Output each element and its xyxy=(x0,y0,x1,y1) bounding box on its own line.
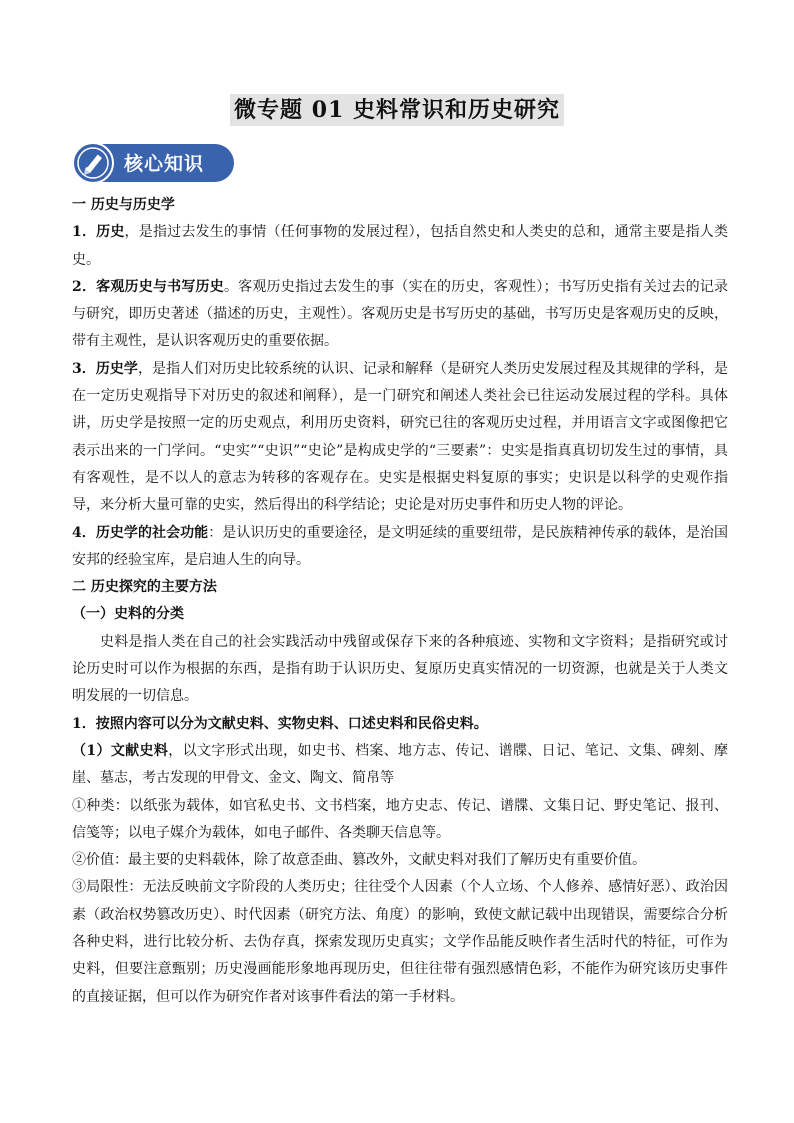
paragraph-limitations: ③局限性：无法反映前文字阶段的人类历史；往往受个人因素（个人立场、个人修养、感情好恶）、政治因素（政治权势篡改历史）、时代因素（研究方法、角度）的影响，致使文献记载中出现错误，需要综合分析各种史料，进行比较分析、去伪存真，探索发现历史真实；文学作品能反映作者生活时代的特征，可作为史料，但要注意甄别；历史漫画能形象地再现历史，但往往带有强烈感情色彩，不能作为研究该历史事件的直接证据，但可以作为研究作者对该事件看法的第一手材料。 xyxy=(72,879,728,1005)
paragraph-text: ，以文字形式出现，如史书、档案、地方志、传记、谱牒、日记、笔记、文集、碑刻、摩崖、墓志，考古发现的甲骨文、金文、陶文、简帛等 xyxy=(72,742,729,787)
paragraph-types: ①种类：以纸张为载体，如官私史书、文书档案，地方史志、传记、谱牒、文集日记、野史笔记、报刊、信笺等；以电子媒介为载体，如电子邮件、各类聊天信息等。 xyxy=(72,797,728,841)
section-heading-1: 一 历史与历史学 xyxy=(72,197,175,213)
term-label: （1）文献史料 xyxy=(72,742,169,759)
paragraph-classification: 1．按照内容可以分为文献史料、实物史料、口述史料和民俗史料。 xyxy=(72,715,488,732)
term-label: 2．客观历史与书写历史 xyxy=(72,278,224,295)
paragraph-historiography xyxy=(72,356,728,520)
paragraph-text: ：是认识历史的重要途径，是文明延续的重要纽带，是民族精神传承的载体，是治国安邦的经验宝库，是启迪人生的向导。 xyxy=(72,524,728,568)
paragraph-history xyxy=(72,219,728,274)
paragraph-objective-written-history xyxy=(72,274,728,356)
pencil-icon xyxy=(72,142,114,184)
paragraph-documentary-material xyxy=(72,738,728,793)
paragraph-text: ，是指过去发生的事情（任何事物的发展过程），包括自然史和人类史的总和，通常主要是指人类史。 xyxy=(72,224,728,268)
page-title: 微专题 01 史料常识和历史研究 xyxy=(230,94,564,126)
banner-label: 核心知识 xyxy=(124,153,205,175)
paragraph-historical-material-definition: 史料是指人类在自己的社会实践活动中残留或保存下来的各种痕迹、实物和文字资料；是指研究或讨论历史时可以作为根据的东西，是指有助于认识历史、复原历史真实情况的一切资源，也就是关于人类文明发展的一切信息。 xyxy=(72,633,728,705)
paragraph-social-function xyxy=(72,520,728,575)
document-body xyxy=(72,192,728,1011)
paragraph-text: 。客观历史指过去发生的事（实在的历史，客观性）；书写历史指有关过去的记录与研究，即历史著述（描述的历史，主观性）。客观历史是书写历史的基础，书写历史是客观历史的反映，带有主观性，是认识客观历史的重要依据。 xyxy=(72,278,728,350)
term-label: 4．历史学的社会功能 xyxy=(72,524,209,541)
core-knowledge-banner xyxy=(72,142,234,184)
paragraph-value: ②价值：最主要的史料载体，除了故意歪曲、篡改外，文献史料对我们了解历史有重要价值。 xyxy=(72,852,646,869)
section-heading-2: 二 历史探究的主要方法 xyxy=(72,579,217,596)
subsection-heading-1: （一）史料的分类 xyxy=(72,606,184,623)
term-label: 3．历史学 xyxy=(72,360,138,377)
paragraph-text: ，是指人们对历史比较系统的认识、记录和解释（是研究人类历史发展过程及其规律的学科，是在一定历史观指导下对历史的叙述和阐释），是一门研究和阐述人类社会已往运动发展过程的学科。具体讲，历史学是按照一定的历史观点，利用历史资料，研究已往的客观历史过程，并用语言文字或图像把它表示出来的一门学问。“史实”“史识”“史论”是构成史学的“三要素”：史实是指真真切切发生过的事情，具有客观性，是不以人的意志为转移的客观存在。史实是根据史料复原的事实；史识是以科学的史观作指导，来分析大量可靠的史实，然后得出的科学结论；史论是对历史事件和历史人物的评论。 xyxy=(72,360,729,514)
term-label: 1．历史 xyxy=(72,224,125,241)
page-title-wrap xyxy=(0,94,794,126)
